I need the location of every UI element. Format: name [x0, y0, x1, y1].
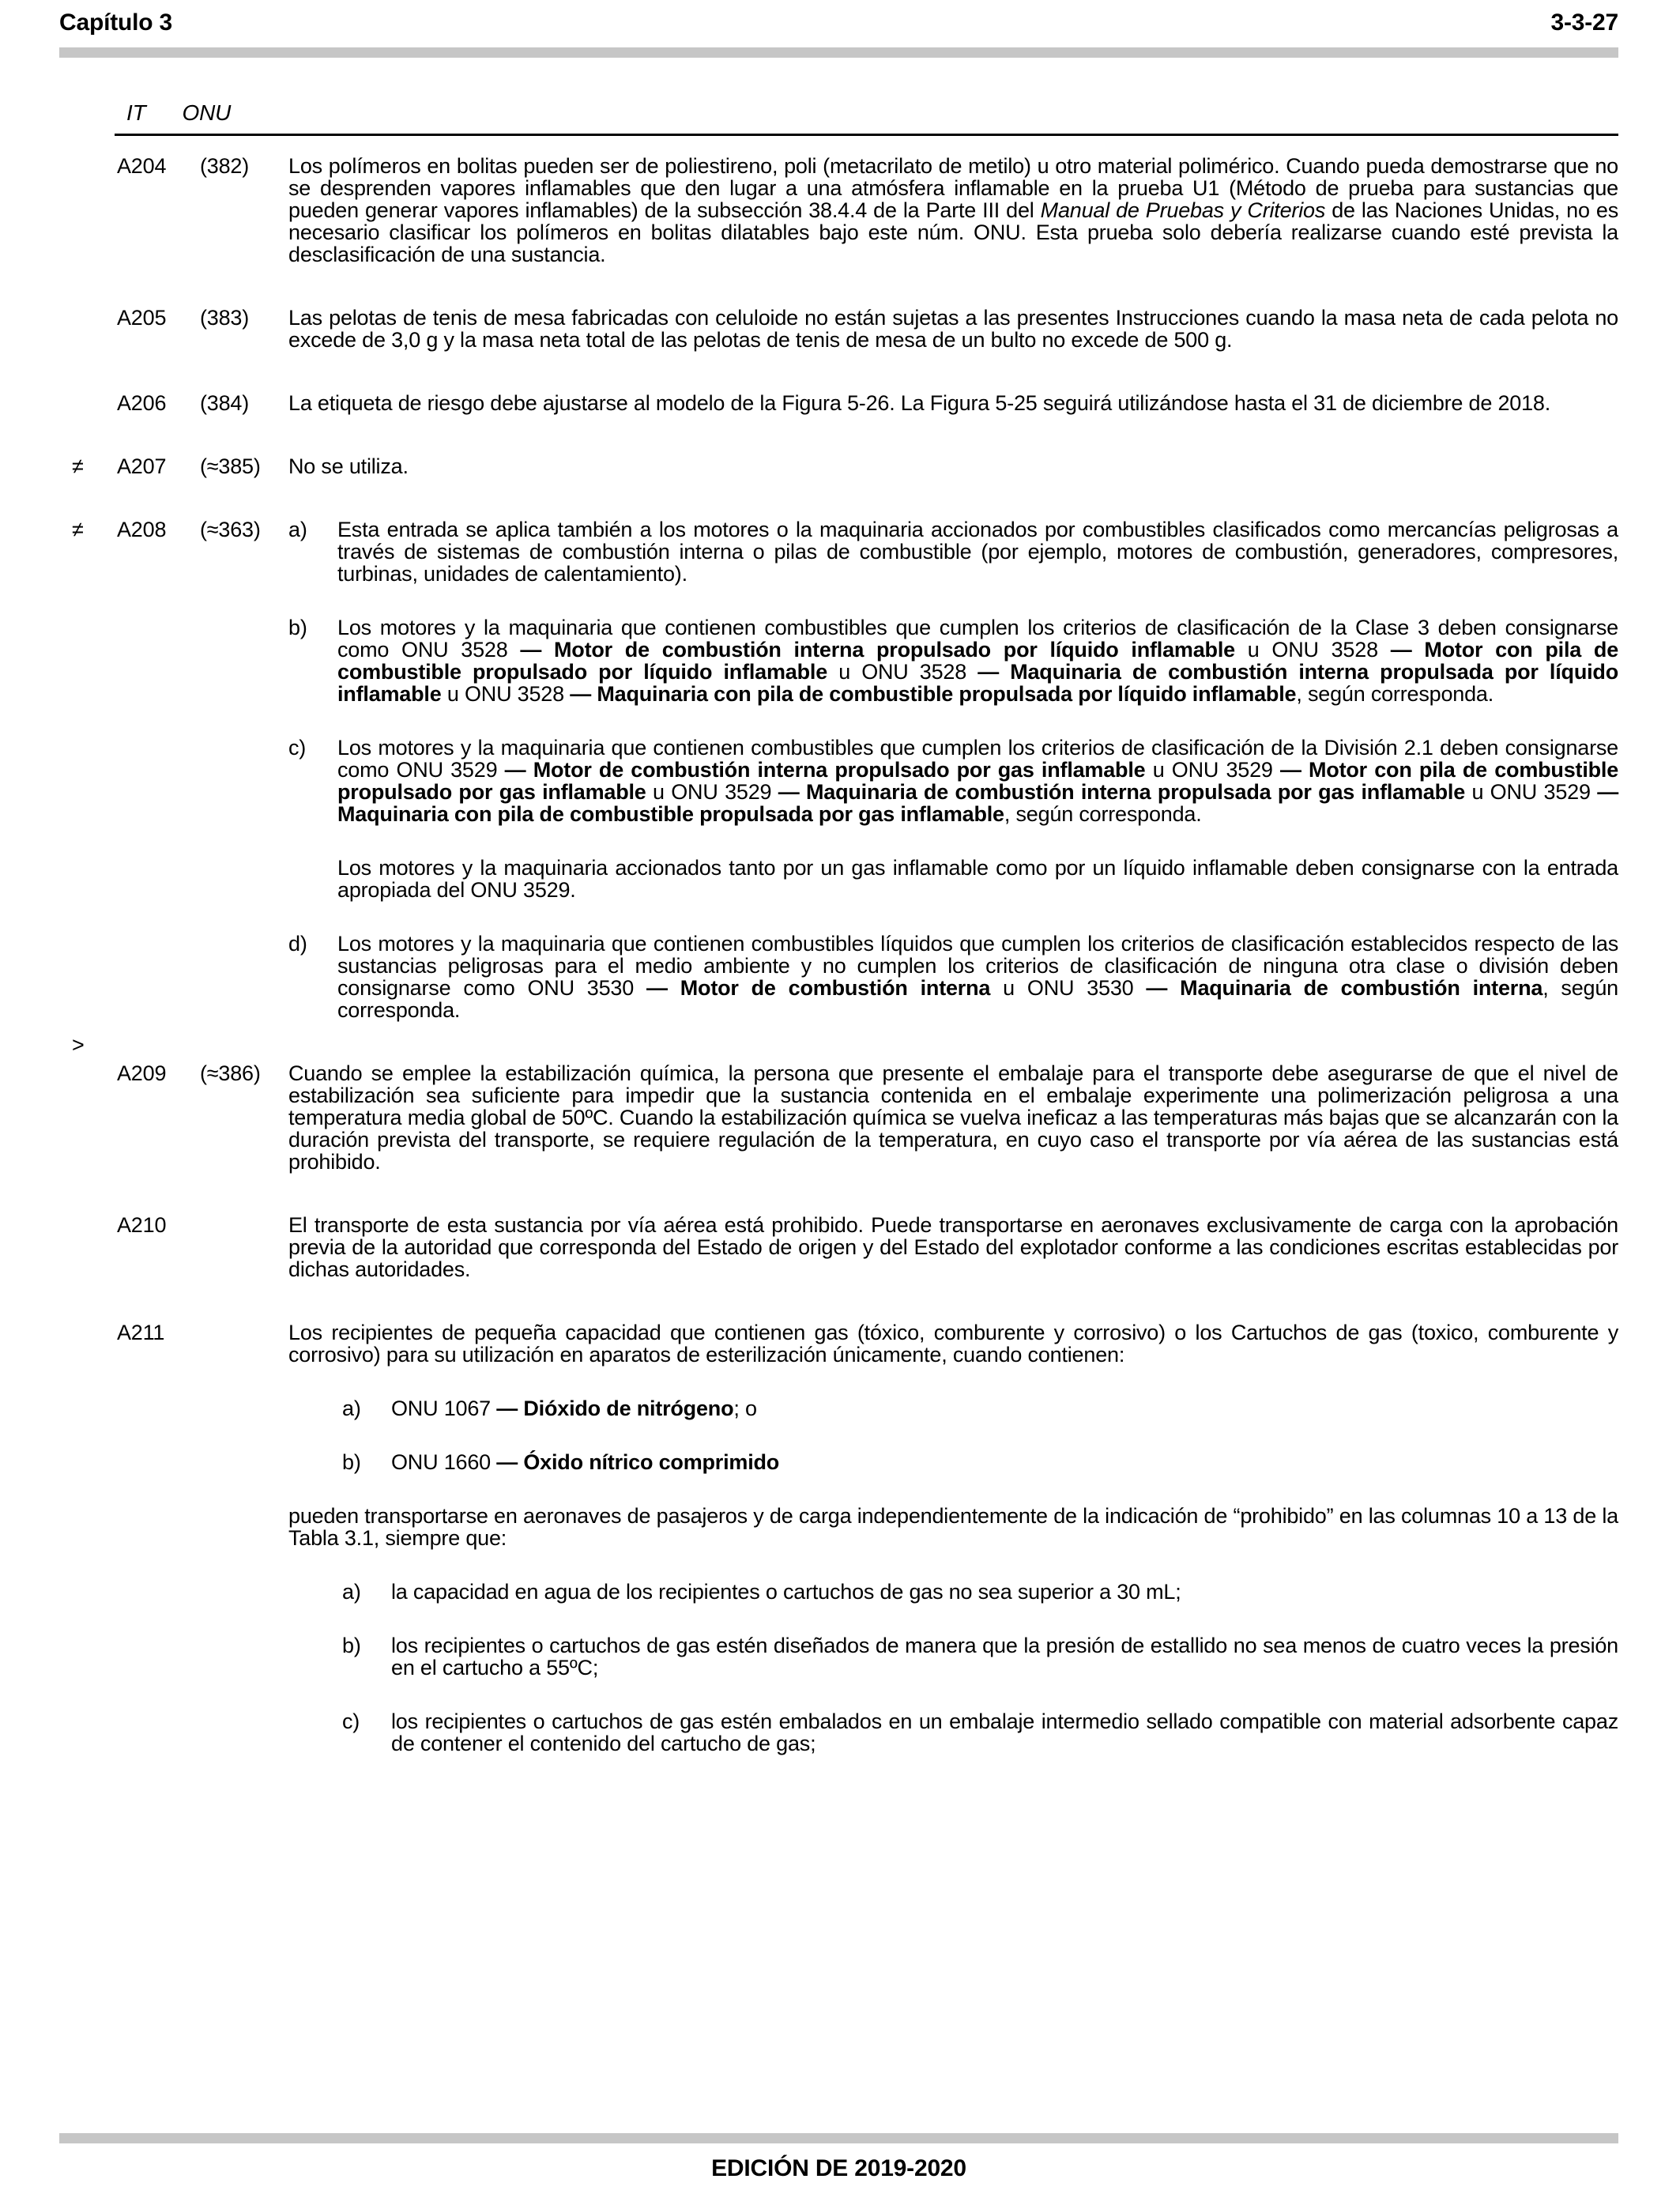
text-segment: u ONU 3528	[441, 682, 571, 706]
page-footer	[59, 2133, 1618, 2180]
it-code: A204	[117, 154, 167, 178]
text-segment: , según corresponda.	[1004, 802, 1202, 826]
list-text	[391, 1581, 1618, 1603]
proper-shipping-name: — Motor de combustión interna propulsado por líquido inflamable	[520, 638, 1235, 662]
text-segment: La etiqueta de riesgo debe ajustarse al modelo de la Figura 5-26. La Figura 5-25 seguirá utilizándose hasta el 31 de diciembre de 2018.	[288, 391, 1551, 415]
provision-text	[288, 518, 1618, 1021]
list-text	[391, 1451, 1618, 1473]
proper-shipping-name: — Maquinaria de combustión interna	[1146, 976, 1543, 1000]
it-code: A209	[117, 1061, 167, 1085]
proper-shipping-name: — Motor con pila de combustible propulsado por gas inflamable	[337, 758, 1619, 804]
provision-text	[288, 392, 1618, 414]
table-row	[59, 307, 1618, 351]
footer-divider-bar	[59, 2133, 1618, 2143]
text-segment: Las pelotas de tenis de mesa fabricadas con celuloide no están sujetas a las presentes Instrucciones cuando la masa neta de cada pelota no excede de 3,0 g y la masa neta total de las pelotas de tenis de mesa de un bulto no excede de 500 g.	[288, 306, 1618, 352]
table-row	[59, 518, 1618, 1021]
list-marker: c)	[342, 1710, 360, 1733]
provision-text	[288, 1062, 1618, 1173]
text-segment: Los motores y la maquinaria que contienen combustibles que cumplen los criterios de clasificación de la División 2.1 deben consignarse como ONU 3529	[337, 736, 1618, 782]
text-segment: ; o	[733, 1397, 757, 1420]
change-marker-cell	[59, 307, 117, 351]
it-code: A211	[117, 1321, 165, 1344]
onu-code: (384)	[200, 391, 250, 415]
table-row	[59, 1033, 1618, 1174]
list-text	[337, 616, 1618, 705]
text-segment: , según corresponda.	[337, 976, 1618, 1022]
header-divider-bar	[59, 47, 1618, 58]
list-text	[337, 518, 1618, 585]
italic-reference: Manual de Pruebas y Criterios	[1040, 198, 1326, 222]
list-marker: b)	[288, 616, 307, 639]
list-text	[337, 933, 1618, 1021]
list-marker: b)	[342, 1450, 361, 1474]
proper-shipping-name: — Motor de combustión interna	[646, 976, 991, 1000]
change-marker: ≠	[72, 454, 84, 478]
it-code: A206	[117, 391, 167, 415]
text-segment: Los recipientes de pequeña capacidad que contienen gas (tóxico, comburente y corrosivo) o los Cartuchos de gas (toxico, comburente y corrosivo) para su utilización en aparatos de esterilización únicamente, cuando contienen:	[288, 1321, 1618, 1367]
table-row	[59, 392, 1618, 414]
proper-shipping-name: — Maquinaria de combustión interna propulsada por líquido inflamable	[337, 660, 1618, 706]
proper-shipping-name: — Maquinaria con pila de combustible propulsada por líquido inflamable	[570, 682, 1297, 706]
onu-code: (≈385)	[200, 454, 261, 478]
paragraph	[288, 455, 1618, 477]
change-marker-cell	[59, 392, 117, 414]
text-segment: los recipientes o cartuchos de gas estén diseñados de manera que la presión de estallido no sea menos de cuatro veces la presión en el cartucho a 55ºC;	[391, 1634, 1618, 1679]
table-row	[59, 1321, 1618, 1755]
provision-text	[288, 1214, 1618, 1280]
list-text	[337, 737, 1618, 825]
text-segment: de las Naciones Unidas, no es necesario clasificar los polímeros en bolitas dilatables bajo este núm. ONU. Esta prueba solo debería realizarse cuando esté prevista la desclasificación de una sustancia.	[288, 198, 1618, 266]
list-item	[342, 1397, 1618, 1419]
list-item	[342, 1581, 1618, 1603]
list-marker: a)	[342, 1397, 361, 1420]
text-segment: los recipientes o cartuchos de gas estén embalados en un embalaje intermedio sellado compatible con material adsorbente capaz de contener el contenido del cartucho de gas;	[391, 1710, 1618, 1755]
paragraph	[288, 307, 1618, 351]
entries	[59, 155, 1618, 1755]
change-marker-cell	[59, 1214, 117, 1280]
paragraph	[288, 155, 1618, 266]
proper-shipping-name: — Óxido nítrico comprimido	[496, 1450, 780, 1474]
text-segment: u ONU 3529	[1145, 758, 1280, 782]
text-segment: El transporte de esta sustancia por vía aérea está prohibido. Puede transportarse en aeronaves exclusivamente de carga con la aprobación previa de la autoridad que corresponda del Estado de origen y del Estado del explotador conforme a las condiciones escritas establecidas por dichas autoridades.	[288, 1213, 1618, 1281]
list-text	[391, 1397, 1618, 1419]
text-segment: u ONU 3529	[646, 780, 778, 804]
text-segment: Los motores y la maquinaria accionados tanto por un gas inflamable como por un líquido inflamable deben consignarse con la entrada apropiada del ONU 3529.	[337, 856, 1618, 902]
change-marker-cell	[59, 155, 117, 266]
onu-code: (382)	[200, 154, 250, 178]
onu-code	[200, 1214, 288, 1280]
text-segment: u ONU 3528	[827, 660, 978, 684]
list-marker: d)	[288, 932, 307, 956]
onu-code: (383)	[200, 306, 250, 330]
table-row	[59, 155, 1618, 266]
change-marker-cell	[59, 1321, 117, 1755]
proper-shipping-name: — Motor de combustión interna propulsado por gas inflamable	[504, 758, 1146, 782]
text-segment: u ONU 3529	[1465, 780, 1598, 804]
proper-shipping-name: — Maquinaria con pila de combustible propulsada por gas inflamable	[337, 780, 1618, 826]
text-segment: , según corresponda.	[1296, 682, 1494, 706]
text-segment: ONU 1660	[391, 1450, 497, 1474]
provision-text	[288, 307, 1618, 351]
list-text	[391, 1634, 1618, 1679]
change-marker-cell	[59, 455, 117, 477]
list-item	[288, 737, 1618, 825]
text-segment: u ONU 3528	[1234, 638, 1391, 662]
proper-shipping-name: — Motor con pila de combustible propulsado por líquido inflamable	[337, 638, 1619, 684]
list-item	[288, 616, 1618, 705]
paragraph	[288, 1505, 1618, 1549]
text-segment: ONU 1067	[391, 1397, 497, 1420]
proper-shipping-name: — Maquinaria de combustión interna propulsada por gas inflamable	[778, 780, 1466, 804]
page-header	[59, 9, 1618, 36]
it-code: A207	[117, 454, 167, 478]
text-segment: la capacidad en agua de los recipientes o cartuchos de gas no sea superior a 30 mL;	[391, 1580, 1181, 1604]
provision-text	[288, 455, 1618, 477]
header-rule	[115, 134, 1618, 136]
column-header-it: IT	[126, 100, 146, 125]
column-header-onu: ONU	[182, 100, 232, 125]
it-code: A205	[117, 306, 167, 330]
it-code: A210	[117, 1213, 167, 1237]
edition-label: EDICIÓN DE 2019-2020	[711, 2155, 966, 2181]
list-marker: a)	[342, 1580, 361, 1604]
proper-shipping-name: — Dióxido de nitrógeno	[496, 1397, 734, 1420]
list-item	[342, 1451, 1618, 1473]
text-segment: pueden transportarse en aeronaves de pasajeros y de carga independientemente de la indicación de “prohibido” en las columnas 10 a 13 de la Tabla 3.1, siempre que:	[288, 1504, 1618, 1550]
text-segment: Los motores y la maquinaria que contienen combustibles que cumplen los criterios de clasificación de la Clase 3 deben consignarse como ONU 3528	[337, 616, 1618, 662]
onu-code: (≈363)	[200, 518, 261, 541]
list-item	[288, 933, 1618, 1021]
text-segment: Esta entrada se aplica también a los motores o la maquinaria accionados por combustibles clasificados como mercancías peligrosas a través de sistemas de combustión interna o pilas de combustible (por ejemplo, motores de combustión, generadores, compresores, turbinas, unidades de calentamiento).	[337, 518, 1618, 586]
table-row	[59, 455, 1618, 477]
change-marker: >	[72, 1033, 85, 1057]
it-code: A208	[117, 518, 167, 541]
list-item	[288, 518, 1618, 585]
text-segment: Los motores y la maquinaria que contienen combustibles líquidos que cumplen los criterios de clasificación establecidos respecto de las sustancias peligrosas para el medio ambiente y no cumplen los criterios de clasificación de ninguna otra clase o división deben consignarse como ONU 3530	[337, 932, 1618, 1000]
text-segment: No se utiliza.	[288, 454, 409, 478]
onu-code	[200, 1321, 288, 1755]
page-number: 3-3-27	[1550, 9, 1618, 36]
paragraph	[288, 1321, 1618, 1366]
onu-code: (≈386)	[200, 1061, 261, 1085]
text-segment: Cuando se emplee la estabilización química, la persona que presente el embalaje para el transporte debe asegurarse de que el nivel de estabilización sea suficiente para impedir que la sustancia contenida en el embalaje experimente una polimerización peligrosa a una temperatura media global de 50ºC. Cuando la estabilización química se vuelva ineficaz a las temperaturas más bajas que se alcanzarán con la duración prevista del transporte, se requiere regulación de la temperatura, en cuyo caso el transporte por vía aérea de las sustancias está prohibido.	[288, 1061, 1618, 1174]
table-row	[59, 1214, 1618, 1280]
list-marker: a)	[288, 518, 307, 541]
provision-text	[288, 155, 1618, 266]
paragraph	[288, 1214, 1618, 1280]
text-segment: Los polímeros en bolitas pueden ser de poliestireno, poli (metacrilato de metilo) u otro material polimérico. Cuando pueda demostrarse que no se desprenden vapores inflamables que den lugar a una atmósfera inflamable en la prueba U1 (Método de prueba para sustancias que pueden generar vapores inflamables) de la subsección 38.4.4 de la Parte III del	[288, 154, 1618, 222]
list-item	[342, 1634, 1618, 1679]
list-text	[391, 1710, 1618, 1755]
change-marker: ≠	[72, 518, 84, 541]
change-marker-cell	[59, 1033, 117, 1173]
paragraph	[288, 1062, 1618, 1173]
paragraph	[288, 392, 1618, 414]
paragraph	[337, 857, 1618, 901]
list-item	[342, 1710, 1618, 1755]
list-marker: b)	[342, 1634, 361, 1657]
list-marker: c)	[288, 736, 307, 760]
text-segment: u ONU 3530	[990, 976, 1147, 1000]
provision-text	[288, 1321, 1618, 1755]
chapter-title: Capítulo 3	[59, 9, 173, 36]
column-headers	[59, 102, 1618, 124]
change-marker-cell	[59, 518, 117, 1021]
